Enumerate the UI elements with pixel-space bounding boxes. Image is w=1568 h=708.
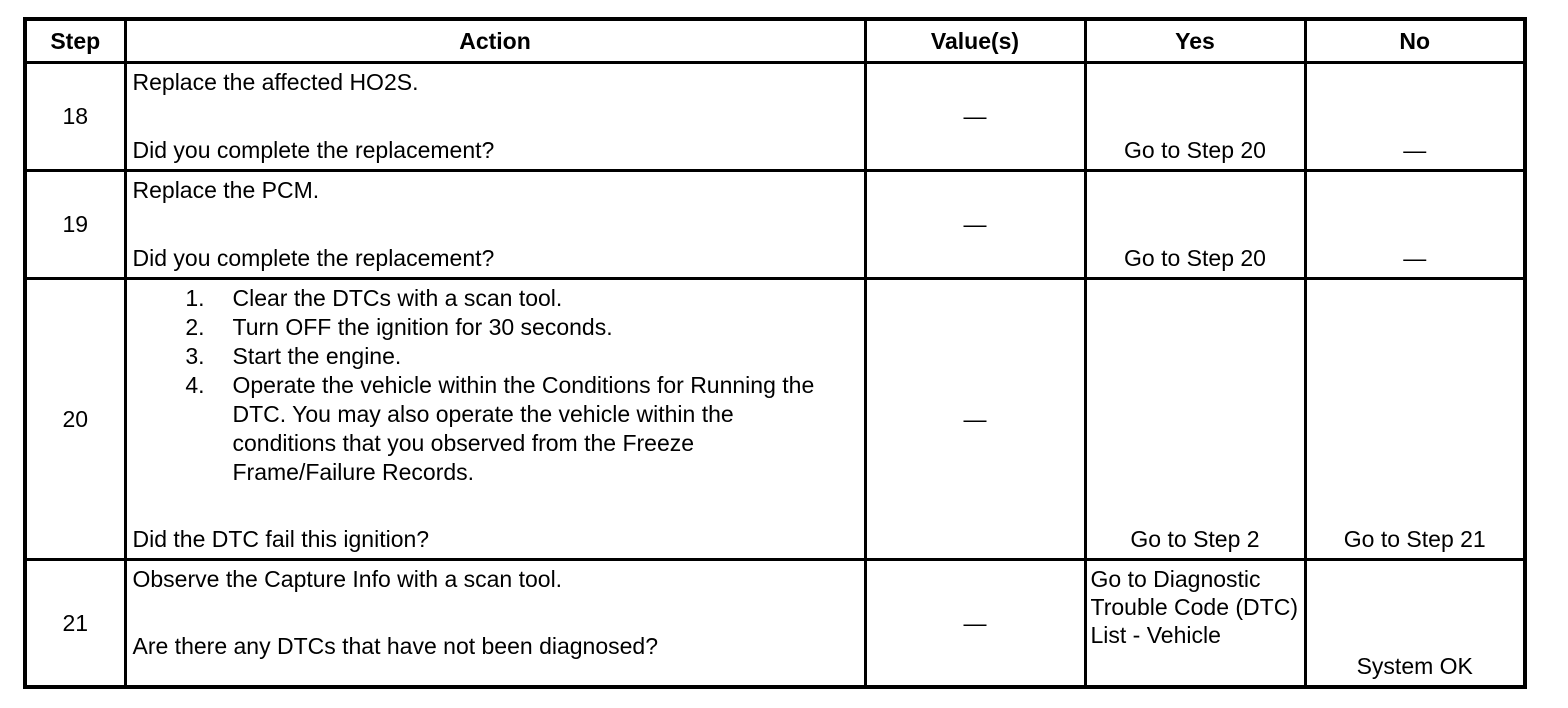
list-item-number: 3. [185, 343, 205, 369]
no-cell [1305, 63, 1525, 171]
action-cell [125, 171, 865, 279]
no-value: — [1403, 137, 1427, 163]
list-item-text: Turn OFF the ignition for 30 seconds. [232, 314, 613, 340]
yes-cell [1085, 560, 1305, 688]
list-item-text: Operate the vehicle within the Conditions for Running the DTC. You may also operate the vehicle within the conditions that you observed from the Freeze Frame/Failure Records. [232, 372, 815, 485]
value-cell: — [865, 171, 1085, 279]
no-cell [1305, 171, 1525, 279]
yes-link[interactable]: Go to Diagnostic Trouble Code (DTC) List - Vehicle [1090, 566, 1298, 648]
list-item [133, 284, 858, 313]
action-cell [125, 279, 865, 560]
header-yes: Yes [1085, 19, 1305, 63]
diagnostic-table [23, 17, 1527, 689]
list-item [133, 342, 858, 371]
step-number: 18 [25, 63, 125, 171]
action-question: Did you complete the replacement? [132, 137, 495, 163]
yes-link[interactable]: Go to Step 2 [1130, 526, 1260, 552]
table-row [25, 171, 1525, 279]
action-question: Did you complete the replacement? [132, 245, 495, 271]
step-number: 19 [25, 171, 125, 279]
no-cell [1305, 279, 1525, 560]
action-text: Observe the Capture Info with a scan tool. [132, 566, 563, 592]
value-cell: — [865, 63, 1085, 171]
list-item-number: 2. [185, 314, 205, 340]
no-cell [1305, 560, 1525, 688]
yes-cell [1085, 171, 1305, 279]
yes-link[interactable]: Go to Step 20 [1124, 245, 1266, 271]
list-item [133, 371, 858, 487]
yes-cell [1085, 279, 1305, 560]
value-cell: — [865, 279, 1085, 560]
list-item-text: Clear the DTCs with a scan tool. [232, 285, 563, 311]
header-step: Step [25, 19, 125, 63]
list-item-text: Start the engine. [232, 343, 402, 369]
action-question: Did the DTC fail this ignition? [132, 526, 430, 552]
list-item [133, 313, 858, 342]
step-number: 20 [25, 279, 125, 560]
table-row [25, 279, 1525, 560]
table-header-row [25, 19, 1525, 63]
table-row [25, 63, 1525, 171]
header-values: Value(s) [865, 19, 1085, 63]
action-text: Replace the affected HO2S. [132, 69, 419, 95]
action-cell [125, 560, 865, 688]
action-steps-list [133, 284, 858, 487]
header-no: No [1305, 19, 1525, 63]
action-question: Are there any DTCs that have not been diagnosed? [132, 633, 659, 659]
action-cell [125, 63, 865, 171]
list-item-number: 4. [185, 372, 205, 398]
no-value: — [1403, 245, 1427, 271]
yes-link[interactable]: Go to Step 20 [1124, 137, 1266, 163]
table-row [25, 560, 1525, 688]
header-action: Action [125, 19, 865, 63]
yes-cell [1085, 63, 1305, 171]
no-link[interactable]: Go to Step 21 [1343, 526, 1486, 552]
value-cell: — [865, 560, 1085, 688]
no-value: System OK [1356, 653, 1473, 679]
list-item-number: 1. [185, 285, 205, 311]
action-text: Replace the PCM. [132, 177, 320, 203]
step-number: 21 [25, 560, 125, 688]
